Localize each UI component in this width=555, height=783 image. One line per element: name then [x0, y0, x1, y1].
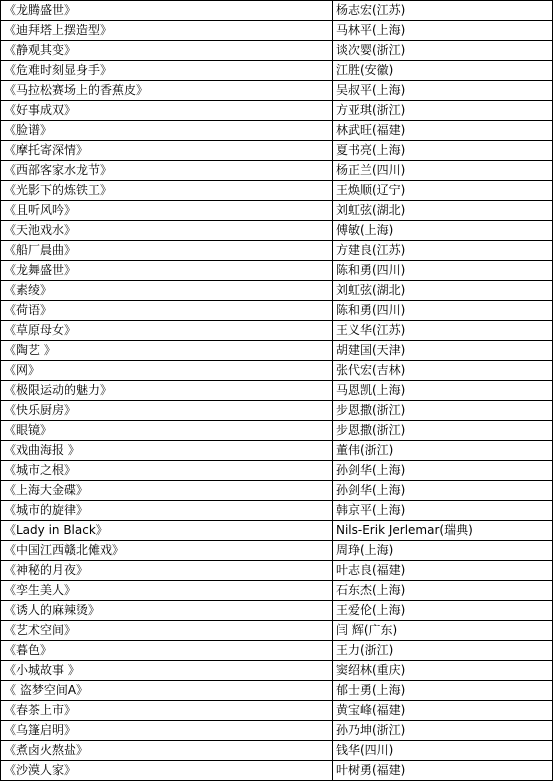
cell-work-title[interactable]: 《暮色》 [1, 641, 333, 661]
cell-author[interactable]: 江胜(安徽) [333, 61, 553, 81]
table-row [1, 421, 553, 441]
cell-author[interactable]: Nils-Erik Jerlemar(瑞典) [333, 521, 553, 541]
table-row [1, 281, 553, 301]
cell-author[interactable]: 刘虹弦(湖北) [333, 281, 553, 301]
cell-work-title[interactable]: 《素绫》 [1, 281, 333, 301]
cell-author[interactable]: 黄宝峰(福建) [333, 701, 553, 721]
table-row [1, 741, 553, 761]
table-row [1, 301, 553, 321]
cell-work-title[interactable]: 《小城故事 》 [1, 661, 333, 681]
cell-work-title[interactable]: 《Lady in Black》 [1, 521, 333, 541]
cell-author[interactable]: 王爱伦(上海) [333, 601, 553, 621]
cell-author[interactable]: 韩京平(上海) [333, 501, 553, 521]
cell-work-title[interactable]: 《西部客家水龙节》 [1, 161, 333, 181]
table-row [1, 161, 553, 181]
table-row [1, 341, 553, 361]
table-row [1, 201, 553, 221]
table-row [1, 521, 553, 541]
table-row [1, 721, 553, 741]
table-row [1, 601, 553, 621]
table-row [1, 541, 553, 561]
table-row [1, 221, 553, 241]
cell-work-title[interactable]: 《煮卤火熬盐》 [1, 741, 333, 761]
cell-work-title[interactable]: 《天池戏水》 [1, 221, 333, 241]
table-row [1, 621, 553, 641]
table-row [1, 181, 553, 201]
table-row [1, 121, 553, 141]
table-row [1, 361, 553, 381]
table-row [1, 641, 553, 661]
cell-work-title[interactable]: 《城市之根》 [1, 461, 333, 481]
cell-work-title[interactable]: 《快乐厨房》 [1, 401, 333, 421]
table-row [1, 761, 553, 781]
cell-author[interactable]: 王力(浙江) [333, 641, 553, 661]
cell-work-title[interactable]: 《极限运动的魅力》 [1, 381, 333, 401]
cell-work-title[interactable]: 《艺术空间》 [1, 621, 333, 641]
cell-work-title[interactable]: 《神秘的月夜》 [1, 561, 333, 581]
cell-work-title[interactable]: 《草原母女》 [1, 321, 333, 341]
cell-author[interactable]: 张代宏(吉林) [333, 361, 553, 381]
cell-work-title[interactable]: 《 盗梦空间A》 [1, 681, 333, 701]
table-row [1, 261, 553, 281]
table-row [1, 581, 553, 601]
cell-work-title[interactable]: 《龙舞盛世》 [1, 261, 333, 281]
table-row [1, 401, 553, 421]
cell-author[interactable]: 步恩撒(浙江) [333, 401, 553, 421]
cell-work-title[interactable]: 《眼镜》 [1, 421, 333, 441]
cell-work-title[interactable]: 《戏曲海报 》 [1, 441, 333, 461]
cell-work-title[interactable]: 《船厂晨曲》 [1, 241, 333, 261]
cell-work-title[interactable]: 《春茶上市》 [1, 701, 333, 721]
cell-work-title[interactable]: 《沙漠人家》 [1, 761, 333, 781]
cell-author[interactable]: 孙乃坤(浙江) [333, 721, 553, 741]
cell-work-title[interactable]: 《光影下的炼铁工》 [1, 181, 333, 201]
cell-author[interactable]: 叶志良(福建) [333, 561, 553, 581]
cell-work-title[interactable]: 《好事成双》 [1, 101, 333, 121]
cell-work-title[interactable]: 《荷语》 [1, 301, 333, 321]
cell-work-title[interactable]: 《中国江西赣北傩戏》 [1, 541, 333, 561]
table-row [1, 241, 553, 261]
cell-work-title[interactable]: 《陶艺 》 [1, 341, 333, 361]
cell-author[interactable]: 叶树勇(福建) [333, 761, 553, 781]
cell-work-title[interactable]: 《网》 [1, 361, 333, 381]
cell-author[interactable]: 步恩撒(浙江) [333, 421, 553, 441]
table-row [1, 461, 553, 481]
cell-author[interactable]: 钱华(四川) [333, 741, 553, 761]
cell-author[interactable]: 陈和勇(四川) [333, 301, 553, 321]
cell-author[interactable]: 窦绍林(重庆) [333, 661, 553, 681]
table-row [1, 481, 553, 501]
cell-author[interactable]: 夏书亮(上海) [333, 141, 553, 161]
table-row [1, 61, 553, 81]
cell-work-title[interactable]: 《孪生美人》 [1, 581, 333, 601]
cell-author[interactable]: 马恩凯(上海) [333, 381, 553, 401]
cell-author[interactable]: 孙剑华(上海) [333, 481, 553, 501]
cell-author[interactable]: 闫 辉(广东) [333, 621, 553, 641]
cell-work-title[interactable]: 《且听风吟》 [1, 201, 333, 221]
cell-author[interactable]: 杨正兰(四川) [333, 161, 553, 181]
table-body [1, 1, 553, 781]
cell-author[interactable]: 马林平(上海) [333, 21, 553, 41]
cell-author[interactable]: 周琤(上海) [333, 541, 553, 561]
cell-author[interactable]: 傅敏(上海) [333, 221, 553, 241]
cell-author[interactable]: 王焕顺(辽宁) [333, 181, 553, 201]
table-row [1, 41, 553, 61]
cell-work-title[interactable]: 《龙腾盛世》 [1, 1, 333, 21]
table-row [1, 101, 553, 121]
cell-work-title[interactable]: 《乌篷启明》 [1, 721, 333, 741]
cell-work-title[interactable]: 《诱人的麻辣烫》 [1, 601, 333, 621]
cell-work-title[interactable]: 《上海大金碟》 [1, 481, 333, 501]
cell-work-title[interactable]: 《摩托寄深情》 [1, 141, 333, 161]
cell-author[interactable]: 孙剑华(上海) [333, 461, 553, 481]
cell-work-title[interactable]: 《危难时刻显身手》 [1, 61, 333, 81]
cell-author[interactable]: 刘虹弦(湖北) [333, 201, 553, 221]
cell-author[interactable]: 郁士勇(上海) [333, 681, 553, 701]
cell-author[interactable]: 胡建国(天津) [333, 341, 553, 361]
table-row [1, 21, 553, 41]
table-row [1, 561, 553, 581]
cell-author[interactable]: 谈次婴(浙江) [333, 41, 553, 61]
cell-work-title[interactable]: 《静观其变》 [1, 41, 333, 61]
cell-author[interactable]: 陈和勇(四川) [333, 261, 553, 281]
table-row [1, 141, 553, 161]
cell-author[interactable]: 林武旺(福建) [333, 121, 553, 141]
table-row [1, 701, 553, 721]
table-row [1, 1, 553, 21]
cell-author[interactable]: 石东杰(上海) [333, 581, 553, 601]
cell-author[interactable]: 方建良(江苏) [333, 241, 553, 261]
table-row [1, 681, 553, 701]
cell-work-title[interactable]: 《脸谱》 [1, 121, 333, 141]
cell-author[interactable]: 吴叔平(上海) [333, 81, 553, 101]
table-row [1, 381, 553, 401]
table-row [1, 81, 553, 101]
cell-author[interactable]: 王义华(江苏) [333, 321, 553, 341]
table-row [1, 661, 553, 681]
cell-author[interactable]: 方亚琪(浙江) [333, 101, 553, 121]
cell-author[interactable]: 董伟(浙江) [333, 441, 553, 461]
cell-work-title[interactable]: 《迪拜塔上摆造型》 [1, 21, 333, 41]
cell-work-title[interactable]: 《马拉松赛场上的香蕉皮》 [1, 81, 333, 101]
cell-work-title[interactable]: 《城市的旋律》 [1, 501, 333, 521]
table-row [1, 441, 553, 461]
cell-author[interactable]: 杨志宏(江苏) [333, 1, 553, 21]
table-row [1, 501, 553, 521]
table-row [1, 321, 553, 341]
